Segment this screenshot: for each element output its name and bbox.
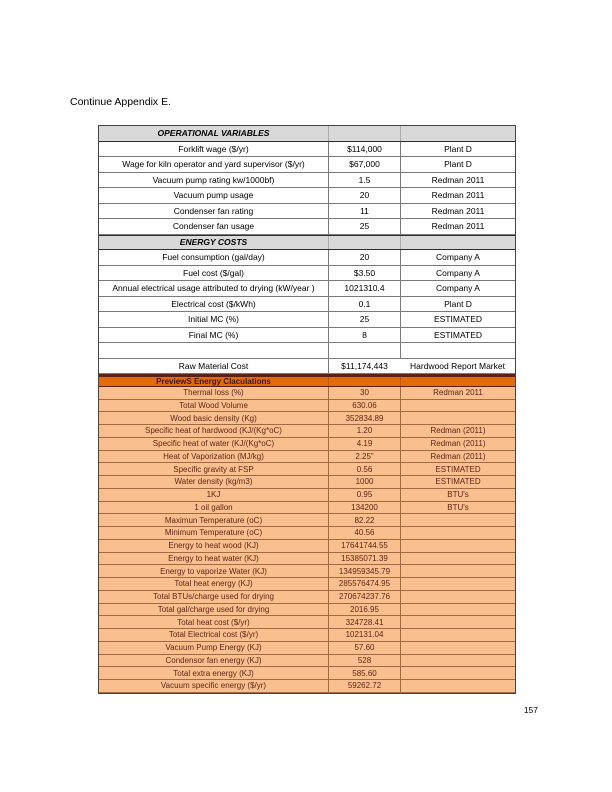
table-row (99, 451, 515, 464)
row-value: 1000 (328, 476, 400, 488)
row-label: ENERGY COSTS (179, 237, 248, 248)
row-source: ESTIMATED (400, 328, 515, 343)
row-value: 1021310.4 (328, 281, 400, 296)
row-value: 0.95 (328, 489, 400, 501)
row-label: Minimum Temperature (oC) (164, 528, 263, 538)
row-value: 352834.89 (328, 412, 400, 424)
row-source (400, 514, 515, 526)
table-row (99, 438, 515, 451)
row-label: Vacuum pump rating kw/1000bf) (152, 174, 275, 185)
row-label: Total heat cost ($/yr) (177, 617, 250, 627)
table-row (99, 157, 515, 173)
row-value: 324728.41 (328, 616, 400, 628)
row-value: 2016.95 (328, 604, 400, 616)
row-source (400, 616, 515, 628)
row-source (400, 400, 515, 412)
row-value: 528 (328, 655, 400, 667)
table-row (99, 655, 515, 668)
row-label: Total Electrical cost ($/yr) (168, 630, 259, 640)
table-row (99, 642, 515, 655)
row-source (400, 553, 515, 565)
row-value: 40.56 (328, 527, 400, 539)
table-row (99, 359, 515, 375)
row-source: Plant D (400, 157, 515, 172)
table-row (99, 297, 515, 313)
row-label: Total BTUs/charge used for drying (153, 592, 274, 602)
row-source: ESTIMATED (400, 476, 515, 488)
table-row (99, 387, 515, 400)
table-row (99, 312, 515, 328)
row-source: Redman 2011 (400, 387, 515, 399)
row-label: Total gal/charge used for drying (157, 604, 270, 614)
row-label: Condensor fan energy (KJ) (165, 655, 262, 665)
row-source: Redman (2011) (400, 451, 515, 463)
table-row (99, 476, 515, 489)
row-label: Total extra energy (KJ) (173, 668, 254, 678)
row-label: Maximun Temperature (oC) (164, 515, 263, 525)
row-value: 17641744.55 (328, 540, 400, 552)
row-source: Plant D (400, 297, 515, 312)
row-value: $114,000 (328, 142, 400, 157)
row-value (328, 343, 400, 358)
row-source: BTU's (400, 489, 515, 501)
row-label: Total Wood Volume (179, 400, 248, 410)
table-row (99, 266, 515, 282)
table-row (99, 514, 515, 527)
table-row (99, 250, 515, 266)
section-header-row (99, 235, 515, 251)
row-source: Plant D (400, 142, 515, 157)
row-source: Company A (400, 281, 515, 296)
row-value: 82.22 (328, 514, 400, 526)
table-row (99, 553, 515, 566)
row-value: 30 (328, 387, 400, 399)
row-source (400, 629, 515, 641)
row-value: 0.56 (328, 463, 400, 475)
table-row (99, 328, 515, 344)
row-source: Redman 2011 (400, 204, 515, 219)
row-source (400, 591, 515, 603)
table-row (99, 527, 515, 540)
row-label: Final MC (%) (188, 329, 239, 340)
row-value: 102131.04 (328, 629, 400, 641)
row-source (400, 343, 515, 358)
row-value: 20 (328, 188, 400, 203)
row-source: BTU's (400, 502, 515, 514)
row-label: Forklift wage ($/yr) (178, 143, 249, 154)
table-row (99, 578, 515, 591)
appendix-table (98, 125, 516, 694)
table-row (99, 281, 515, 297)
row-source (400, 655, 515, 667)
row-value: 134200 (328, 502, 400, 514)
row-label: Total heat energy (KJ) (174, 579, 253, 589)
row-source (400, 236, 515, 250)
table-row (99, 591, 515, 604)
row-label: Water density (kg/m3) (174, 477, 253, 487)
row-source: Redman (2011) (400, 438, 515, 450)
row-source: Redman (2011) (400, 425, 515, 437)
row-value: 1.20 (328, 425, 400, 437)
row-value: $11,174,443 (328, 359, 400, 374)
row-source (400, 604, 515, 616)
row-label: Initial MC (%) (187, 314, 239, 325)
row-label: Condenser fan rating (173, 205, 254, 216)
row-label: Vacuum pump usage (173, 190, 254, 201)
row-label: PreviewS Energy Claculations (156, 377, 271, 386)
table-row (99, 173, 515, 189)
table-row (99, 502, 515, 515)
table-row (99, 667, 515, 680)
row-label (99, 343, 328, 358)
row-value: 59262.72 (328, 680, 400, 692)
row-label: 1 oil gallon (194, 502, 233, 512)
table-row (99, 425, 515, 438)
row-value (328, 236, 400, 250)
row-label: Wood basic density (Kg) (170, 413, 257, 423)
row-label: Fuel cost ($/gal) (183, 267, 244, 278)
row-value: $3.50 (328, 266, 400, 281)
row-source (400, 578, 515, 590)
row-label: 1KJ (206, 490, 221, 500)
section-header-row (99, 126, 515, 142)
row-value: 25 (328, 219, 400, 234)
table-row (99, 219, 515, 235)
table-row (99, 680, 515, 693)
row-source: Redman 2011 (400, 188, 515, 203)
row-label: Condenser fan usage (172, 221, 255, 232)
table-row (99, 204, 515, 220)
row-value (328, 126, 400, 141)
table-row (99, 343, 515, 359)
row-value: 11 (328, 204, 400, 219)
row-source: Hardwood Report Market (410, 360, 505, 371)
table-row (99, 400, 515, 413)
row-value: 2.25” (328, 451, 400, 463)
table-row (99, 540, 515, 553)
section-header-row (99, 374, 515, 387)
row-source (400, 565, 515, 577)
row-label: Wage for kiln operator and yard supervisor ($/yr) (122, 159, 305, 170)
table-row (99, 489, 515, 502)
row-source: Company A (400, 250, 515, 265)
row-label: Electrical cost ($/kWh) (171, 298, 256, 309)
row-value: 134959345.79 (328, 565, 400, 577)
row-source (400, 667, 515, 679)
page-number: 157 (523, 705, 538, 715)
row-value: 585.60 (328, 667, 400, 679)
table-row (99, 629, 515, 642)
row-source (400, 412, 515, 424)
row-label: OPERATIONAL VARIABLES (157, 128, 270, 139)
table-row (99, 412, 515, 425)
table-row (99, 604, 515, 617)
row-value: 0.1 (328, 297, 400, 312)
row-label: Heat of Vaporization (MJ/kg) (163, 451, 264, 461)
row-source: Redman 2011 (400, 219, 515, 234)
row-label: Vacuum specific energy ($/yr) (160, 681, 267, 691)
row-label: Vacuum Pump Energy (KJ) (165, 643, 262, 653)
row-value: 4.19 (328, 438, 400, 450)
row-value: 57.60 (328, 642, 400, 654)
row-label: Raw Material Cost (178, 360, 249, 371)
page-heading: Continue Appendix E. (70, 96, 171, 108)
row-source (400, 642, 515, 654)
row-label: Fuel consumption (gal/day) (162, 252, 265, 263)
row-source (400, 680, 515, 692)
row-value: 15385071.39 (328, 553, 400, 565)
row-source: ESTIMATED (400, 463, 515, 475)
row-value: 270674237.76 (328, 591, 400, 603)
row-label: Annual electrical usage attributed to drying (kW/year ) (112, 283, 315, 294)
table-row (99, 463, 515, 476)
row-label: Specific gravity at FSP (173, 464, 254, 474)
row-source: ESTIMATED (400, 312, 515, 327)
row-source (400, 527, 515, 539)
row-label: Specific heat of hardwood (KJ/(Kg*oC) (145, 426, 282, 436)
row-value: 630.06 (328, 400, 400, 412)
row-source: Redman 2011 (400, 173, 515, 188)
row-label: Thermal loss (%) (183, 388, 244, 398)
row-source (400, 377, 515, 386)
row-value (328, 377, 400, 386)
row-value: $67,000 (328, 157, 400, 172)
row-label: Energy to heat water (KJ) (168, 553, 259, 563)
row-source: Company A (400, 266, 515, 281)
table-row (99, 188, 515, 204)
row-label: Specific heat of water (KJ/(Kg*oC) (152, 439, 275, 449)
row-source (400, 540, 515, 552)
row-value: 25 (328, 312, 400, 327)
row-value: 285576474.95 (328, 578, 400, 590)
row-source (400, 126, 515, 141)
row-value: 8 (328, 328, 400, 343)
row-label: Energy to heat wood (KJ) (168, 541, 259, 551)
row-value: 1.5 (328, 173, 400, 188)
table-row (99, 616, 515, 629)
table-row (99, 142, 515, 158)
row-label: Energy to vaporize Water (KJ) (160, 566, 267, 576)
table-row (99, 565, 515, 578)
row-value: 20 (328, 250, 400, 265)
